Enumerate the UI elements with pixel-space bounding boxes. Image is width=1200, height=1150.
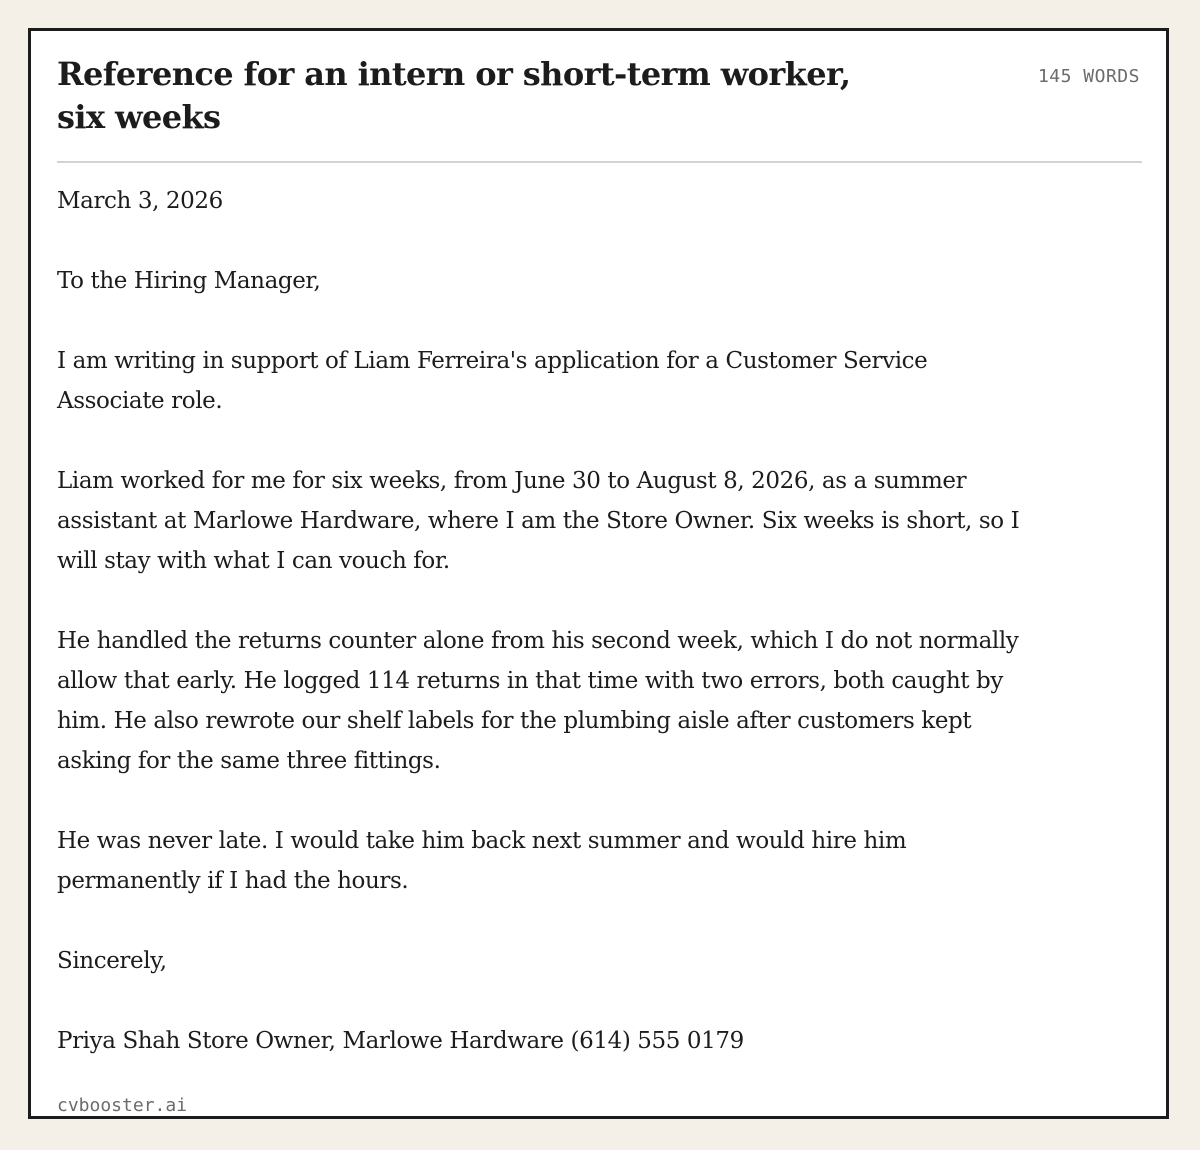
brand-watermark: cvbooster.ai: [57, 1095, 188, 1116]
letter-signature: Priya Shah Store Owner, Marlowe Hardware (614) 555 0179: [57, 1028, 744, 1054]
header-divider: [57, 161, 1142, 163]
letter-paragraph-1: I am writing in support of Liam Ferreira's application for a Customer Service Associate role.: [57, 348, 928, 414]
title-line-2: six weeks: [57, 98, 221, 136]
letter-closing: Sincerely,: [57, 948, 167, 974]
word-count-badge: 145 WORDS: [1037, 66, 1140, 87]
letter-title: [57, 53, 917, 139]
letter-paragraph-3: He handled the returns counter alone from his second week, which I do not normally allow that early. He logged 114 returns in that time with two errors, both caught by him. He also rewrote our shelf labels for the plumbing aisle after customers kept asking for the same three fittings.: [57, 628, 1019, 774]
reference-letter-card: [28, 28, 1169, 1119]
title-line-1: Reference for an intern or short-term worker,: [57, 55, 851, 93]
letter-body: [57, 181, 1037, 1101]
letter-date: March 3, 2026: [57, 188, 223, 214]
letter-header: [57, 53, 1140, 163]
letter-salutation: To the Hiring Manager,: [57, 268, 321, 294]
letter-paragraph-2: Liam worked for me for six weeks, from June 30 to August 8, 2026, as a summer assistant at Marlowe Hardware, where I am the Store Owner. Six weeks is short, so I will stay with what I can vouch for.: [57, 468, 1020, 574]
letter-paragraph-4: He was never late. I would take him back next summer and would hire him permanently if I had the hours.: [57, 828, 907, 894]
